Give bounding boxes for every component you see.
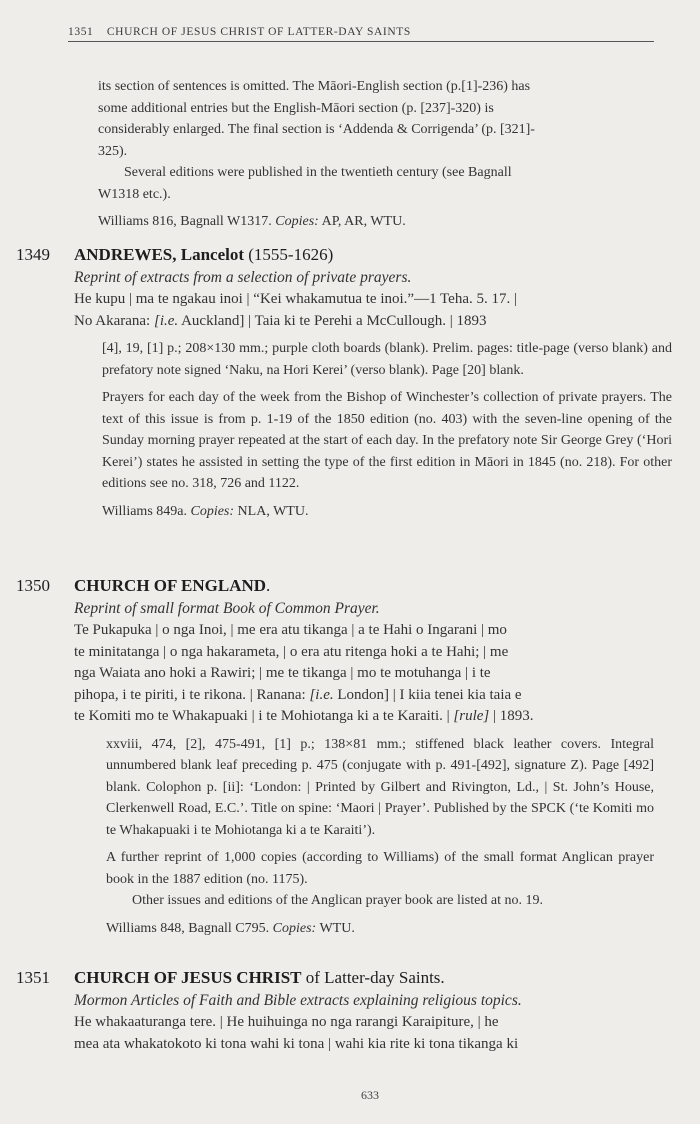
entry-heading: [16, 574, 656, 598]
title-line: He whakaaturanga tere. | He huihuinga no nga rarangi Karaipiture, | he: [74, 1014, 499, 1030]
entry-author: CHURCH OF ENGLAND: [74, 576, 267, 595]
entry-subtitle: Reprint of small format Book of Common Prayer.: [74, 600, 380, 617]
entry-subtitle: Mormon Articles of Faith and Bible extracts explaining religious topics.: [74, 992, 522, 1009]
text-line: its section of sentences is omitted. The Māori-English section (p.[1]-236) has: [98, 79, 531, 94]
entry-1349: [16, 243, 672, 528]
running-head-number: 1351: [68, 26, 94, 38]
entry-title-page: [74, 620, 656, 728]
entry-description: [106, 734, 654, 940]
running-head-title: CHURCH OF JESUS CHRIST OF LATTER-DAY SAINTS: [106, 26, 411, 38]
references-line: [98, 211, 654, 232]
title-line-part: No Akarana:: [74, 312, 154, 329]
title-line: te minitatanga | o nga hakarameta, | o era atu ritenga hoki a te Hahi; | me: [74, 643, 509, 660]
entry-description: [102, 338, 672, 522]
entry-title-page: [74, 1012, 656, 1055]
continued-entry-text: [98, 76, 654, 232]
entry-note-2: Other issues and editions of the Anglican prayer book are listed at no. 19.: [132, 893, 543, 908]
text-line: some additional entries but the English-Māori section (p. [237]-320) is: [98, 100, 494, 116]
continuation-paragraph: [98, 76, 654, 162]
entry-note: A further reprint of 1,000 copies (according to Williams) of the small format Anglican prayer book in the 1887 edition (no. 1175).: [106, 850, 654, 887]
entry-1350: [16, 574, 656, 945]
title-line-part: [rule]: [453, 708, 490, 724]
title-line-part: [i.e.: [309, 686, 334, 703]
copies-holdings: AP, AR, WTU.: [321, 214, 406, 229]
title-line: He kupu | ma te ngakau inoi | “Kei whakamutua te inoi.”—1 Teha. 5. 17. |: [74, 291, 517, 307]
williams-reference: Williams 848, Bagnall C795.: [106, 920, 270, 936]
text-line: W1318 etc.).: [98, 186, 171, 202]
title-line: mea ata whakatokoto ki tona wahi ki tona | wahi kia rite ki tona tikanga ki: [74, 1035, 519, 1052]
title-line: Te Pukapuka | o nga Inoi, | me era atu tikanga | a te Hahi o Ingarani | mo: [74, 622, 507, 638]
entry-dates: .: [440, 968, 445, 987]
entry-title-page: [74, 289, 656, 332]
title-line-part: pihopa, i te piriti, i te rikona. | Ranana:: [74, 686, 310, 703]
entry-number: 1351: [16, 968, 50, 987]
entry-subtitle: Reprint of extracts from a selection of private prayers.: [74, 269, 412, 286]
copies-label: Copies:: [272, 920, 317, 936]
title-line-part: Auckland] | Taia ki te Perehi a McCullough. | 1893: [178, 312, 487, 329]
title-line: nga Waiata ano hoki a Rawiri; | me te tikanga | mo te motuhanga | i te: [74, 665, 491, 681]
entry-heading: [16, 243, 656, 267]
entry-note: Prayers for each day of the week from the Bishop of Winchester’s collection of private prayers. The text of this issue is from p. 1-19 of the 1850 edition (no. 403) with the seven-line opening of the Sunday morning prayer repeated at the start of each day. In the prefatory note Sir George Grey (‘Hori Kerei’) states he assisted in setting the type of the first edition in Māori in 1845 (no. 218). For other editions see no. 318, 726 and 1122.: [102, 390, 672, 491]
page-number: 633: [361, 1088, 379, 1102]
copies-label: Copies:: [275, 214, 319, 229]
entry-number: 1349: [16, 245, 50, 264]
title-line-part: | 1893.: [489, 708, 534, 724]
entry-author: CHURCH OF JESUS CHRIST: [74, 968, 302, 987]
copies-label: Copies:: [190, 503, 235, 519]
title-line-part: London] | I kiia tenei kia taia e: [333, 686, 522, 703]
text-line: 325).: [98, 143, 128, 159]
references-line: [106, 918, 654, 940]
copies-holdings: NLA, WTU.: [237, 503, 309, 519]
text-line: Several editions were published in the twentieth century (see Bagnall: [124, 165, 512, 180]
entry-author: ANDREWES, Lancelot: [74, 245, 245, 264]
entry-collation: xxviii, 474, [2], 475-491, [1] p.; 138×81 mm.; stiffened black leather covers. Integral unnumbered blank leaf preceding p. 475 (conjugate with p. 491-[492], signature Z). Page [492] blank. Colophon p. [ii]: ‘London: | Printed by Gilbert and Rivington, Ld., | St. John’s House, Clerkenwell Road, E.C.’. Title on spine: ‘Maori | Prayer’. Published by the SPCK (‘te Komiti mo te Whakapuaki i te Mohiotanga ki a te Karaiti’).: [106, 736, 654, 838]
entry-heading: [16, 966, 656, 990]
title-line-part: [i.e.: [153, 312, 179, 329]
entry-author-rest: of Latter-day Saints: [305, 968, 441, 987]
title-line-part: te Komiti mo te Whakapuaki | i te Mohiotanga ki a te Karaiti. |: [74, 708, 454, 724]
entry-1351: [16, 966, 656, 1055]
entry-collation: [4], 19, [1] p.; 208×130 mm.; purple cloth boards (blank). Prelim. pages: title-page (verso blank) and prefatory note signed ‘Naku, na Hori Kerei’ (verso blank). Page [20] blank.: [102, 341, 672, 378]
williams-reference: Williams 849a.: [102, 503, 187, 519]
text-line: considerably enlarged. The final section is ‘Addenda & Corrigenda’ (p. [321]-: [98, 122, 535, 137]
entry-number: 1350: [16, 576, 50, 595]
running-head: [68, 26, 654, 42]
williams-reference: Williams 816, Bagnall W1317.: [98, 214, 272, 229]
entry-dates: .: [266, 576, 271, 595]
continuation-paragraph-2: [98, 162, 654, 205]
copies-holdings: WTU.: [319, 920, 355, 936]
references-line: [102, 501, 672, 523]
entry-dates: (1555-1626): [248, 245, 334, 264]
